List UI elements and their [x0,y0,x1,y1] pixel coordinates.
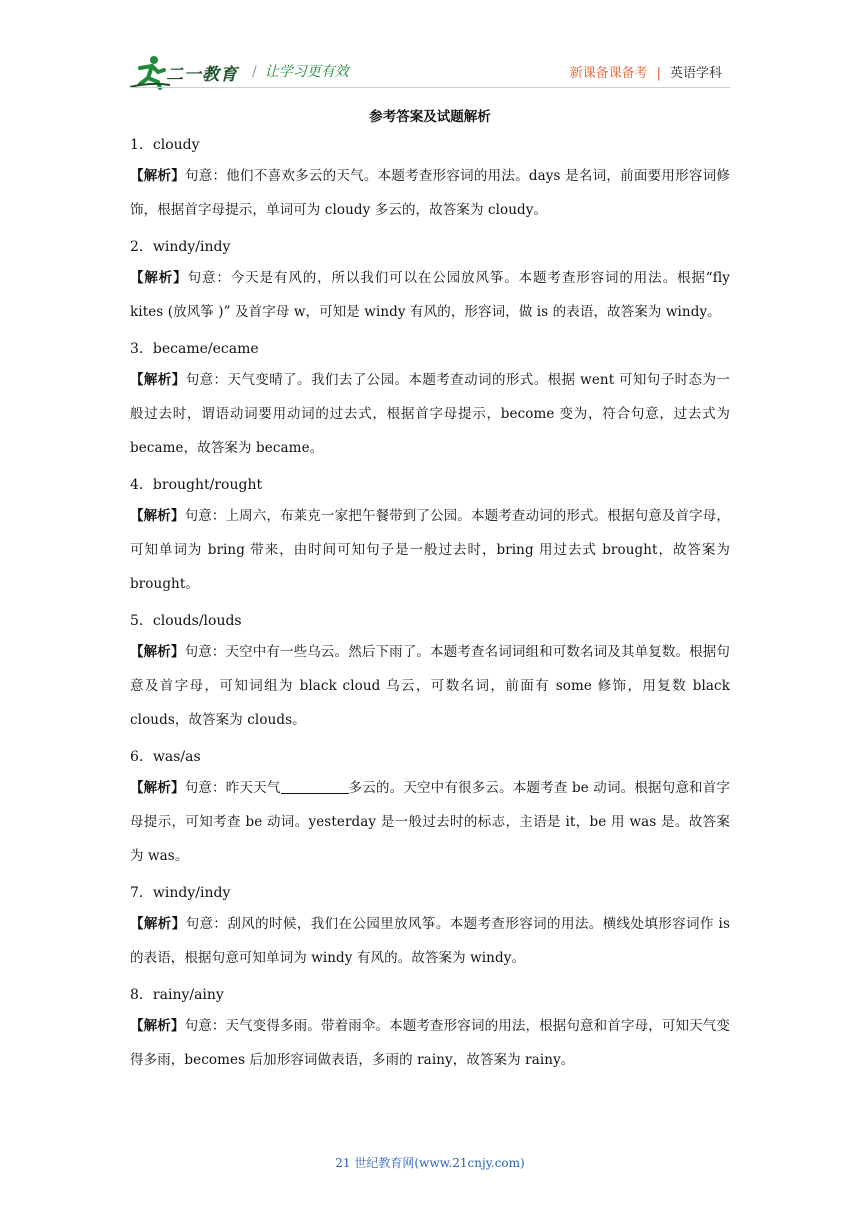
explanation-text: 句意：上周六，布莱克一家把午餐带到了公园。本题考查动词的形式。根据句意及首字母，可知单词为 bring 带来，由时间可知句子是一般过去时，bring 用过去式 brought，故答案为 brought。 [130,508,731,592]
header-rule [130,87,730,88]
explanation-tag: 【解析】 [130,508,185,524]
slash-divider: / [252,64,257,80]
answer-text: brought/rought [152,477,263,493]
question-number: 1． [130,137,153,153]
explanation-tag: 【解析】 [130,780,185,796]
explanation-tag: 【解析】 [130,372,186,388]
explanation [130,907,730,975]
explanation-tag: 【解析】 [130,1018,185,1034]
explanation [130,635,730,737]
explanation-tag: 【解析】 [130,168,186,184]
answer-list [130,133,730,1085]
answer-text: windy/indy [152,885,231,901]
question-number: 3． [130,341,153,357]
answer-text: became/ecame [152,341,259,357]
page-header [0,0,860,100]
explanation-text: 句意：今天是有风的，所以我们可以在公园放风筝。本题考查形容词的用法。根据“fly kites (放风筝 )” 及首字母 w，可知是 windy 有风的，形容词，做 is 的表语，故答案为 windy。 [130,270,730,320]
explanation [130,499,730,601]
explanation [130,261,730,329]
logo [130,54,250,90]
question-header [130,983,730,1007]
explanation-text-after: 多云的。天空中有很多云。本题考查 be 动词。根据句意和首字母提示，可知考查 be 动词。yesterday 是一般过去时的标志，主语是 it，be 用 was 是。故答案为 was。 [130,780,731,864]
explanation-tag: 【解析】 [130,916,186,932]
explanation-tag: 【解析】 [130,644,185,660]
question-header [130,235,730,259]
answer-text: windy/indy [152,239,231,255]
answer-text: was/as [152,749,201,765]
question-header [130,473,730,497]
question-number: 2． [130,239,153,255]
footer-link[interactable]: 21 世纪教育网(www.21cnjy.com) [335,1156,525,1170]
course-label: 新课备课备考 [569,66,648,81]
answer-text: clouds/louds [152,613,242,629]
explanation-text: 句意：天气变晴了。我们去了公园。本题考查动词的形式。根据 went 可知句子时态为一般过去时，谓语动词要用动词的过去式，根据首字母提示，become 变为，符合句意，过去式为 became，故答案为 became。 [130,372,730,456]
question-number: 5． [130,613,153,629]
question-header [130,881,730,905]
explanation-text: 句意：天气变得多雨。带着雨伞。本题考查形容词的用法，根据句意和首字母，可知天气变得多雨，becomes 后加形容词做表语，多雨的 rainy，故答案为 rainy。 [130,1018,731,1068]
explanation-text: 句意：刮风的时候，我们在公园里放风筝。本题考查形容词的用法。横线处填形容词作 is 的表语，根据句意可知单词为 windy 有风的。故答案为 windy。 [130,916,730,966]
answer-text: cloudy [152,137,200,153]
explanation [130,159,730,227]
fill-blank [281,779,349,794]
explanation-text: 句意：他们不喜欢多云的天气。本题考查形容词的用法。days 是名词，前面要用形容词修饰，根据首字母提示，单词可为 cloudy 多云的，故答案为 cloudy。 [130,168,730,218]
answer-text: rainy/ainy [152,987,224,1003]
logo-text: 二一教育 [166,65,238,85]
question-header [130,745,730,769]
explanation-text: 句意：天空中有一些乌云。然后下雨了。本题考查名词词组和可数名词及其单复数。根据句意及首字母，可知词组为 black cloud 乌云，可数名词，前面有 some 修饰，用复数 black clouds，故答案为 clouds。 [130,644,731,728]
question-header [130,133,730,157]
explanation [130,1009,730,1077]
question-number: 8． [130,987,153,1003]
question-number: 7． [130,885,153,901]
runner-logo-icon [130,54,170,90]
explanation-text-before: 句意：昨天天气 [184,780,281,796]
question-number: 6． [130,749,153,765]
page-title: 参考答案及试题解析 [369,109,491,125]
explanation [130,771,730,873]
subject-label: 英语学科 [669,66,722,81]
header-right [570,62,722,81]
question-number: 4． [130,477,153,493]
explanation-tag: 【解析】 [130,270,188,286]
slogan [252,61,349,81]
question-header [130,337,730,361]
slogan-text: 让学习更有效 [264,64,349,80]
explanation [130,363,730,465]
question-header [130,609,730,633]
header-separator: | [656,66,661,81]
